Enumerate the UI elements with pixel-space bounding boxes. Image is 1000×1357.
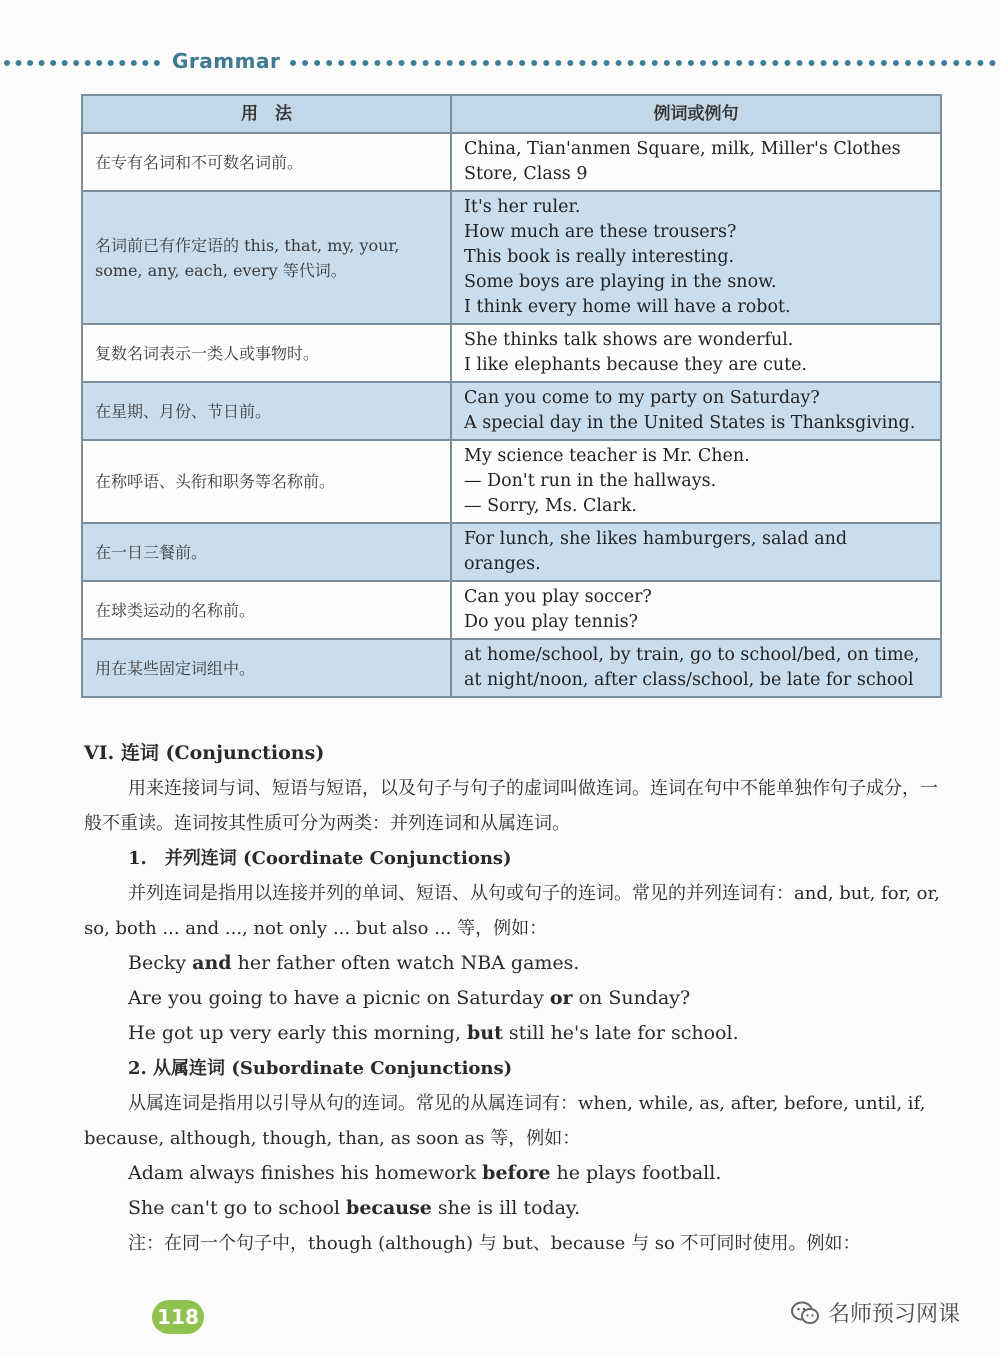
conjunction-word: because bbox=[346, 1197, 432, 1219]
usage-cell: 用在某些固定词组中。 bbox=[82, 639, 451, 697]
example-line: Can you come to my party on Saturday? bbox=[464, 388, 820, 408]
example-sentence bbox=[84, 1191, 954, 1226]
examples-cell bbox=[451, 133, 941, 191]
table-row bbox=[82, 581, 941, 639]
coordinate-examples bbox=[84, 946, 954, 1051]
conjunctions-section bbox=[84, 736, 954, 1261]
examples-cell bbox=[451, 440, 941, 523]
table-row bbox=[82, 639, 941, 697]
sentence-part: she is ill today. bbox=[431, 1197, 581, 1219]
header-dots-right bbox=[290, 60, 996, 66]
example-sentence bbox=[84, 1156, 954, 1191]
sentence-part: Adam always finishes his homework bbox=[128, 1162, 483, 1184]
example-line: She thinks talk shows are wonderful. bbox=[464, 330, 794, 350]
table-row bbox=[82, 382, 941, 440]
example-line: For lunch, she likes hamburgers, salad and oranges. bbox=[464, 529, 848, 574]
coordinate-title: 1. 并列连词 (Coordinate Conjunctions) bbox=[128, 848, 512, 869]
table-row bbox=[82, 324, 941, 382]
example-line: My science teacher is Mr. Chen. bbox=[464, 446, 750, 466]
usage-cell: 在专有名词和不可数名词前。 bbox=[82, 133, 451, 191]
example-line: China, Tian'anmen Square, milk, Miller's Clothes bbox=[464, 139, 901, 159]
sentence-part: She can't go to school bbox=[128, 1197, 347, 1219]
subordinate-desc: 从属连词是指用以引导从句的连词。常见的从属连词有：when, while, as, after, before, until, if, because, although, though, than, as soon as 等，例如： bbox=[84, 1093, 926, 1149]
example-line: — Don't run in the hallways. bbox=[464, 471, 717, 491]
example-sentence bbox=[84, 946, 954, 981]
sentence-part: Becky bbox=[128, 952, 193, 974]
sentence-part: Are you going to have a picnic on Saturday bbox=[128, 987, 550, 1009]
usage-cell: 复数名词表示一类人或事物时。 bbox=[82, 324, 451, 382]
header-title: Grammar bbox=[172, 49, 281, 73]
sentence-part: He got up very early this morning, bbox=[128, 1022, 467, 1044]
example-line: I think every home will have a robot. bbox=[464, 297, 791, 317]
example-sentence bbox=[84, 981, 954, 1016]
usage-table bbox=[81, 94, 942, 698]
subordinate-examples bbox=[84, 1156, 954, 1226]
table-row bbox=[82, 523, 941, 581]
examples-cell bbox=[451, 581, 941, 639]
examples-cell bbox=[451, 191, 941, 324]
examples-cell bbox=[451, 639, 941, 697]
page-header bbox=[0, 40, 1000, 80]
table-body bbox=[82, 133, 941, 697]
example-line: Some boys are playing in the snow. bbox=[464, 272, 777, 292]
usage-cell: 在称呼语、头衔和职务等名称前。 bbox=[82, 440, 451, 523]
section-intro: 用来连接词与词、短语与短语，以及句子与句子的虚词叫做连词。连词在句中不能单独作句子成分，一般不重读。连词按其性质可分为两类：并列连词和从属连词。 bbox=[84, 778, 938, 834]
example-line: I like elephants because they are cute. bbox=[464, 355, 808, 375]
table-header-row bbox=[82, 95, 941, 133]
examples-cell bbox=[451, 523, 941, 581]
sentence-part: he plays football. bbox=[550, 1162, 722, 1184]
subordinate-title: 2. 从属连词 (Subordinate Conjunctions) bbox=[128, 1058, 513, 1079]
example-line: How much are these trousers? bbox=[464, 222, 737, 242]
example-line: This book is really interesting. bbox=[464, 247, 735, 267]
section-title: VI. 连词 (Conjunctions) bbox=[84, 742, 325, 764]
coordinate-desc: 并列连词是指用以连接并列的单词、短语、从句或句子的连词。常见的并列连词有：and, but, for, or, so, both ... and ..., not only ... but also ... 等，例如： bbox=[84, 883, 940, 939]
wechat-icon bbox=[790, 1300, 820, 1326]
example-line: at home/school, by train, go to school/bed, on time, bbox=[464, 645, 920, 665]
usage-cell: 在星期、月份、节日前。 bbox=[82, 382, 451, 440]
example-line: It's her ruler. bbox=[464, 197, 581, 217]
example-line: Can you play soccer? bbox=[464, 587, 652, 607]
example-line: A special day in the United States is Thanksgiving. bbox=[464, 413, 916, 433]
usage-cell: 在一日三餐前。 bbox=[82, 523, 451, 581]
header-usage: 用 法 bbox=[82, 95, 451, 133]
example-line: Store, Class 9 bbox=[464, 164, 588, 184]
note-text: 注：在同一个句子中，though (although) 与 but、because 与 so 不可同时使用。例如： bbox=[128, 1233, 861, 1254]
examples-cell bbox=[451, 382, 941, 440]
table-row bbox=[82, 133, 941, 191]
watermark bbox=[790, 1297, 960, 1328]
sentence-part: her father often watch NBA games. bbox=[231, 952, 580, 974]
sentence-part: still he's late for school. bbox=[502, 1022, 739, 1044]
usage-cell: 名词前已有作定语的 this, that, my, your, some, any, each, every 等代词。 bbox=[82, 191, 451, 324]
header-examples: 例词或例句 bbox=[451, 95, 941, 133]
example-sentence bbox=[84, 1016, 954, 1051]
usage-cell: 在球类运动的名称前。 bbox=[82, 581, 451, 639]
header-dots-left bbox=[4, 60, 160, 66]
example-line: Do you play tennis? bbox=[464, 612, 638, 632]
example-line: at night/noon, after class/school, be late for school bbox=[464, 670, 914, 690]
conjunction-word: but bbox=[466, 1022, 503, 1044]
conjunction-word: or bbox=[549, 987, 573, 1009]
page-number: 118 bbox=[152, 1300, 204, 1334]
table-row bbox=[82, 191, 941, 324]
example-line: — Sorry, Ms. Clark. bbox=[464, 496, 637, 516]
sentence-part: on Sunday? bbox=[572, 987, 691, 1009]
examples-cell bbox=[451, 324, 941, 382]
watermark-text: 名师预习网课 bbox=[828, 1302, 961, 1327]
conjunction-word: and bbox=[192, 952, 232, 974]
conjunction-word: before bbox=[482, 1162, 551, 1184]
table-row bbox=[82, 440, 941, 523]
